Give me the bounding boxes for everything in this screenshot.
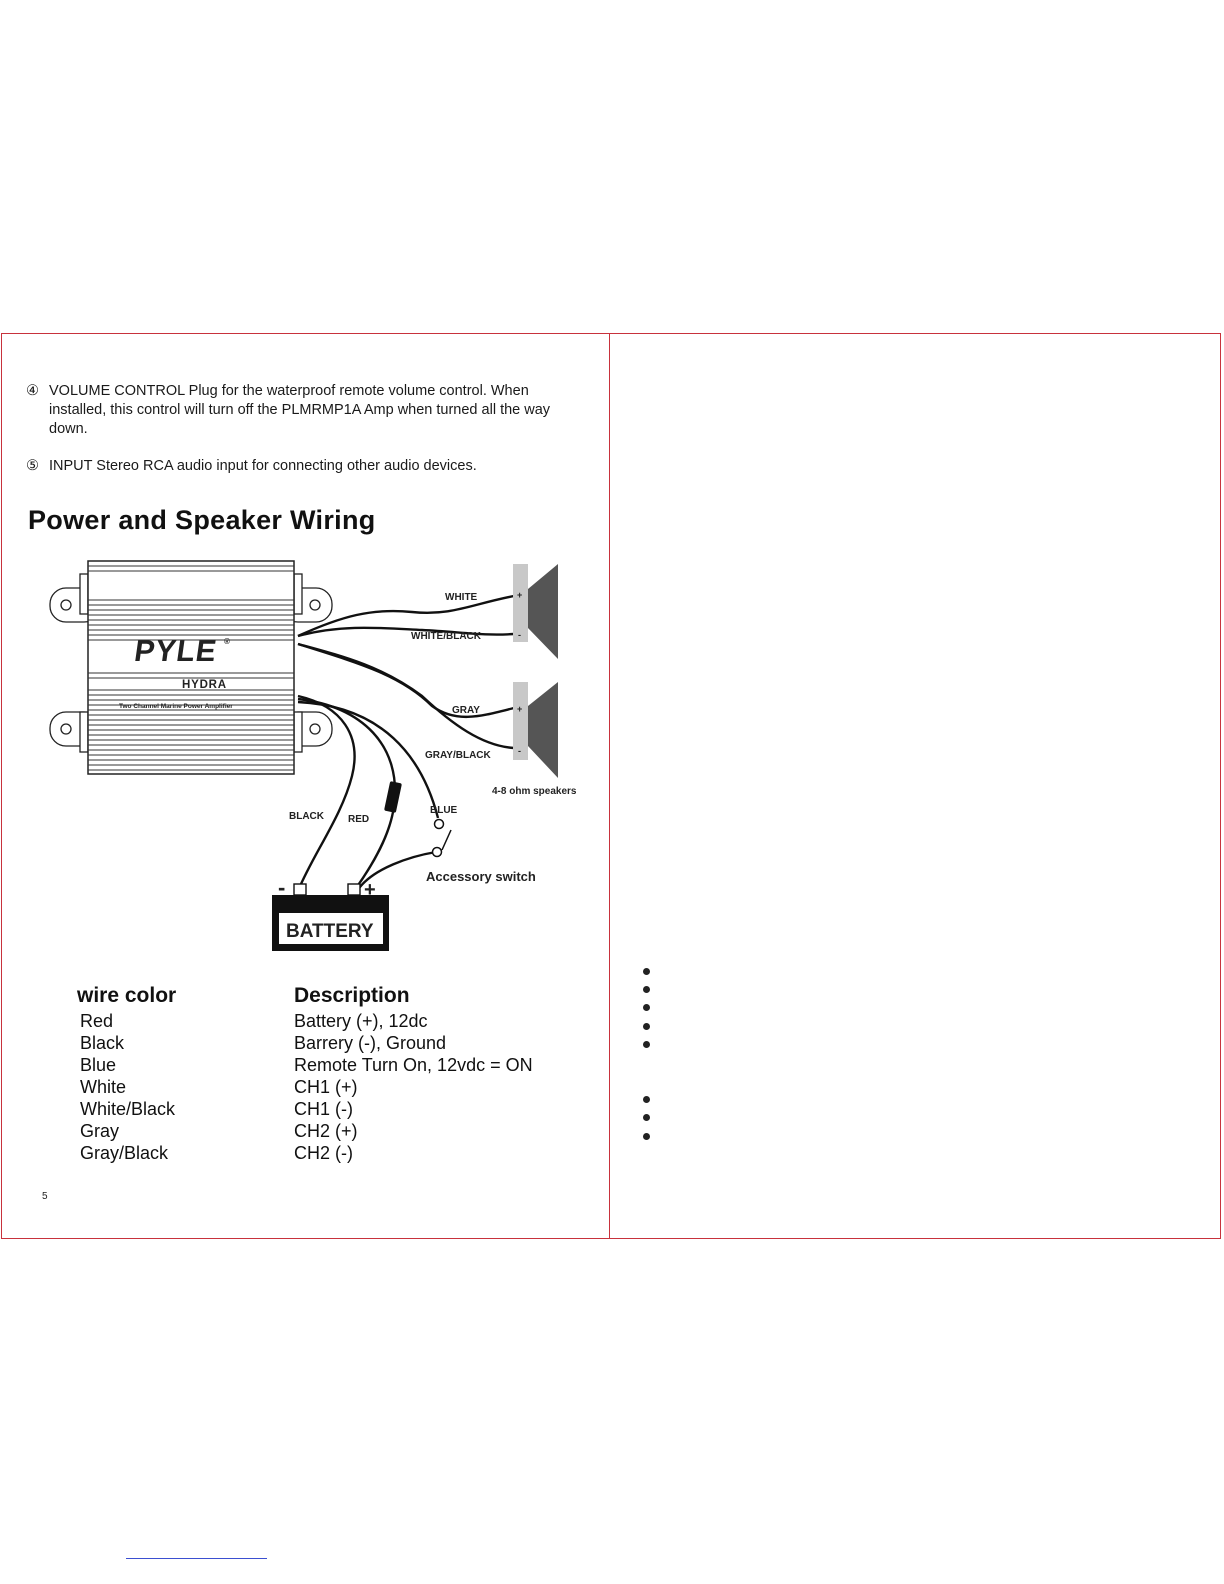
section-title: Power and Speaker Wiring <box>28 505 376 535</box>
wire-color-white: White <box>80 1077 127 1097</box>
bullet-icon <box>643 1041 650 1048</box>
wire-color-header: wire color <box>77 984 177 1007</box>
accessory-switch-icon <box>433 820 452 857</box>
label-blue: BLUE <box>430 805 458 816</box>
wire-color-white-black: White/Black <box>80 1099 176 1119</box>
battery-plus: + <box>364 879 376 901</box>
link-underline <box>126 1558 267 1559</box>
left-page <box>1 333 610 1239</box>
speaker-1-negative: - <box>518 630 521 640</box>
right-page <box>609 333 1221 1239</box>
wiring-diagram <box>2 556 609 956</box>
bullet-icon <box>643 1114 650 1121</box>
bullet-icon <box>643 968 650 975</box>
item-number-4: ④ <box>26 383 39 399</box>
wire-color-list <box>80 1010 175 1164</box>
registered-mark: ® <box>224 637 230 646</box>
description-header: Description <box>294 984 410 1007</box>
description-list <box>294 1010 533 1164</box>
wire-color-blue: Blue <box>80 1055 117 1075</box>
label-gray: GRAY <box>452 705 480 716</box>
label-white-black: WHITE/BLACK <box>411 631 481 642</box>
bullet-icon <box>643 986 650 993</box>
label-black: BLACK <box>289 811 324 822</box>
description-blue: Remote Turn On, 12vdc = ON <box>294 1055 533 1075</box>
white-black-wire <box>298 628 514 636</box>
brand-logo: PYLE <box>132 635 220 668</box>
fuse-icon <box>384 781 402 813</box>
description-red: Battery (+), 12dc <box>294 1011 428 1031</box>
amplifier-subtitle: Two Channel Marine Power Amplifier <box>119 703 233 710</box>
speaker-2-negative: - <box>518 746 521 756</box>
description-white-black: CH1 (-) <box>294 1099 353 1119</box>
bullet-icon <box>643 1096 650 1103</box>
speakers-note: 4-8 ohm speakers <box>492 786 577 797</box>
input-text: INPUT Stereo RCA audio input for connecting other audio devices. <box>49 458 477 474</box>
volume-control-text: VOLUME CONTROL Plug for the waterproof remote volume control. When installed, this control will turn off the PLMRMP1A Amp when turned all the way down. <box>49 383 551 437</box>
model-name: HYDRA <box>182 679 227 691</box>
description-black: Barrery (-), Ground <box>294 1033 447 1053</box>
battery-minus: - <box>278 875 286 900</box>
volume-control-item <box>26 382 566 439</box>
description-gray: CH2 (+) <box>294 1121 358 1141</box>
battery-label: BATTERY <box>286 921 374 942</box>
wire-color-black: Black <box>80 1033 125 1053</box>
description-gray-black: CH2 (-) <box>294 1143 353 1163</box>
speaker-2-icon <box>513 682 558 778</box>
bullet-icon <box>643 1133 650 1140</box>
amplifier-body <box>88 561 294 774</box>
bullet-icon <box>643 1023 650 1030</box>
wire-color-gray-black: Gray/Black <box>80 1143 169 1163</box>
item-number-5: ⑤ <box>26 458 39 474</box>
page-number: 5 <box>42 1191 48 1202</box>
label-white: WHITE <box>445 592 478 603</box>
wire-color-gray: Gray <box>80 1121 120 1141</box>
speaker-1-positive: + <box>517 590 523 600</box>
label-red: RED <box>348 814 370 825</box>
speaker-1-icon <box>513 564 558 659</box>
wire-color-red: Red <box>80 1011 114 1031</box>
input-item <box>26 457 566 476</box>
bullet-icon <box>643 1004 650 1011</box>
label-gray-black: GRAY/BLACK <box>425 750 491 761</box>
description-white: CH1 (+) <box>294 1077 358 1097</box>
speaker-2-positive: + <box>517 704 523 714</box>
label-accessory-switch: Accessory switch <box>426 869 536 884</box>
